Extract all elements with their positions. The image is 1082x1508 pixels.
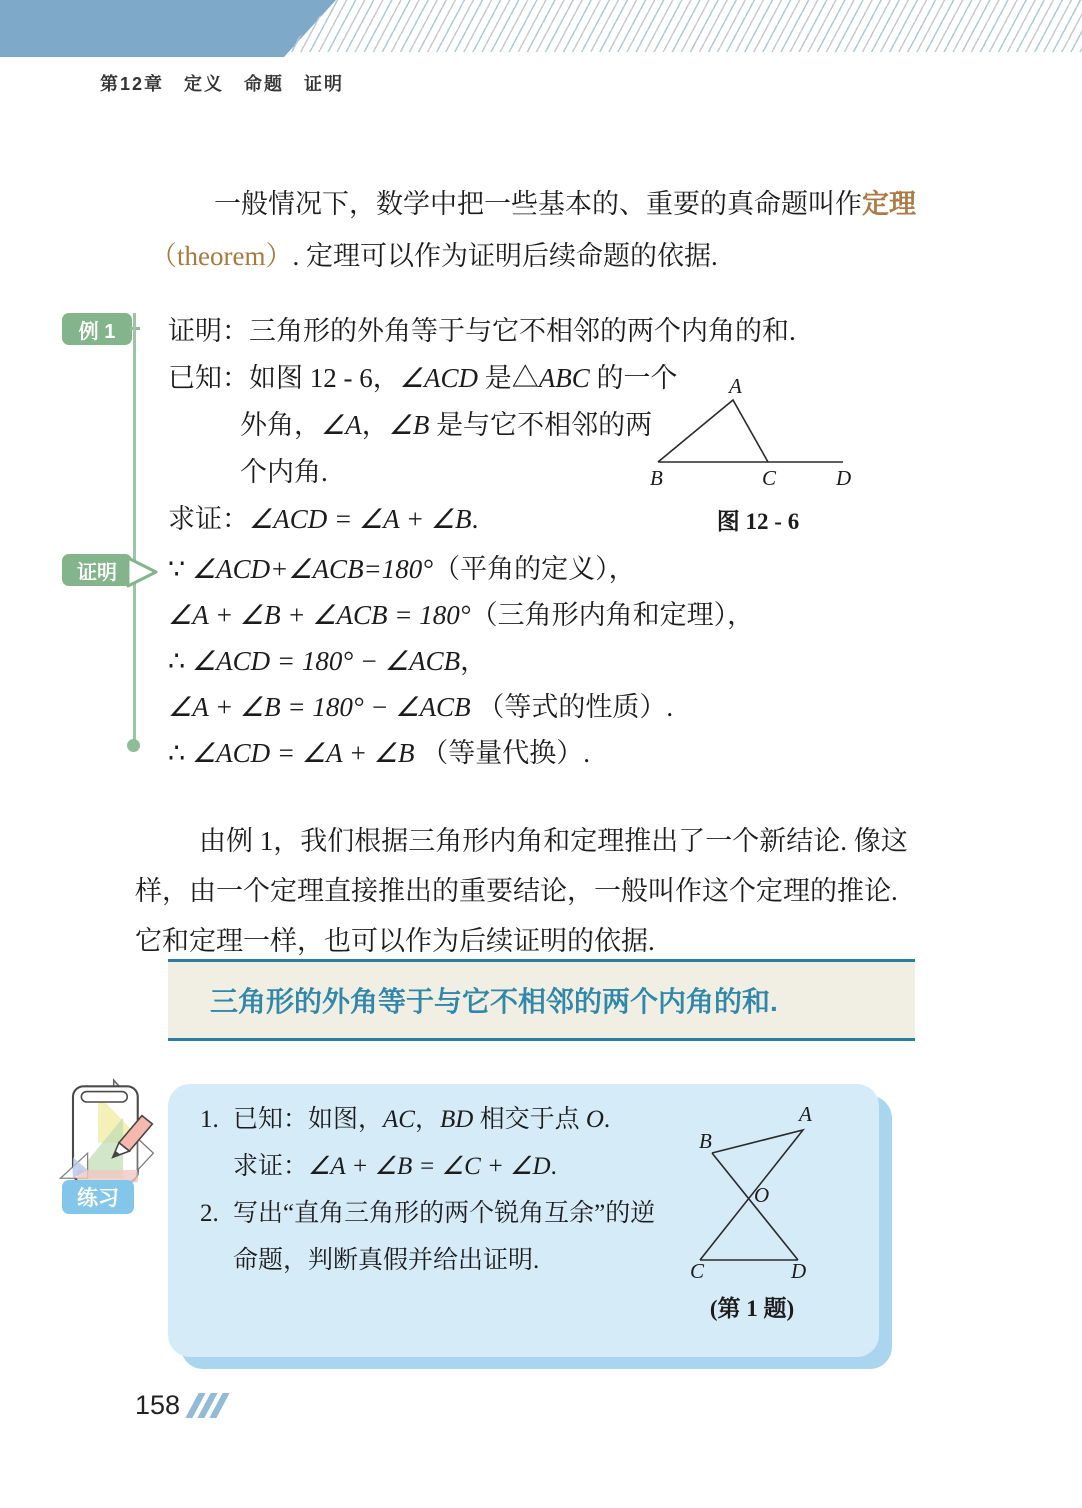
header-hatch-pattern (284, 0, 1082, 52)
proof-line-1: ∵ ∠ACD+∠ACB=180°（平角的定义）， (168, 554, 636, 584)
corollary-line-1: 由例 1，我们根据三角形内角和定理推出了一个新结论. 像这 (199, 826, 908, 856)
page-number: 158 (135, 1390, 181, 1420)
exercise-item-2-number: 2. (200, 1200, 219, 1227)
intro-line-2: （theorem）. 定理可以作为证明后续命题的依据. (150, 241, 718, 271)
figure126-label-A: A (729, 378, 742, 398)
exercise-figure-label-C: C (690, 1259, 705, 1283)
exercise-figure-caption: (第 1 题) (709, 1296, 795, 1321)
intro-line-1: 一般情况下，数学中把一些基本的、重要的真命题叫作定理 (214, 189, 916, 219)
exercise-figure-label-O: O (754, 1183, 770, 1207)
header-blue-banner (0, 0, 336, 57)
theorem-highlight-text: 三角形的外角等于与它不相邻的两个内角的和. (210, 986, 778, 1017)
figure126-label-D: D (836, 466, 852, 490)
example1-line-prove: 证明：三角形的外角等于与它不相邻的两个内角的和. (168, 316, 796, 346)
exercise-figure-label-B: B (699, 1129, 712, 1153)
figure126-label-B: B (650, 466, 663, 490)
exercise-item-1-line-1 (200, 1096, 680, 1143)
example1-line-seek: 求证：∠ACD = ∠A + ∠B. (168, 504, 479, 534)
proof-line-4: ∠A + ∠B = 180° − ∠ACB （等式的性质）. (168, 692, 674, 722)
figure-12-6-caption: 图 12 - 6 (716, 509, 800, 534)
page-number-slashes-icon (192, 1393, 228, 1418)
proof-line-5: ∴ ∠ACD = ∠A + ∠B （等量代换）. (168, 738, 590, 768)
exercise-item-1-line-2: 求证：∠A + ∠B = ∠C + ∠D. (233, 1153, 557, 1180)
exercise-item-2-line-2: 命题，判断真假并给出证明. (233, 1247, 540, 1274)
exercise-items (200, 1096, 680, 1284)
intro-paragraph (150, 178, 916, 282)
example1-line-given-1: 已知：如图 12 - 6，∠ACD 是△ABC 的一个 (168, 363, 678, 393)
proof-badge-arrow-icon (126, 555, 160, 589)
proof-body (168, 546, 928, 776)
exercise-item-2-text-1: 写出“直角三角形的两个锐角互余”的逆 (233, 1200, 656, 1227)
practice-badge: 练习 (62, 1180, 134, 1214)
corollary-paragraph (135, 816, 915, 966)
theorem-highlight-box (168, 959, 915, 1041)
exercise-figure-bowtie (678, 1098, 828, 1283)
example-rail-line (133, 313, 136, 745)
example-rail-end-dot (127, 739, 140, 752)
figure126-label-C: C (762, 466, 777, 490)
exercise-item-1-number: 1. (200, 1106, 219, 1133)
corollary-line-2: 样，由一个定理直接推出的重要结论，一般叫作这个定理的推论. (135, 876, 898, 906)
exercise-figure-label-D: D (791, 1259, 807, 1283)
page-footer (135, 1390, 228, 1421)
chapter-header: 第12章 定义 命题 证明 (100, 74, 345, 94)
proof-line-2: ∠A + ∠B + ∠ACB = 180°（三角形内角和定理）， (168, 600, 755, 630)
practice-notebook-icon (56, 1078, 161, 1196)
exercise-figure-label-A: A (799, 1102, 812, 1126)
bowtie-lines (700, 1130, 803, 1260)
corollary-line-3: 它和定理一样，也可以作为后续证明的依据. (135, 926, 655, 956)
example1-line-given-3: 个内角. (240, 457, 328, 487)
exercise-item-1-text-1: 已知：如图，AC，BD 相交于点 O. (233, 1106, 611, 1133)
triangle-lines (658, 400, 843, 462)
proof-line-3: ∴ ∠ACD = 180° − ∠ACB， (168, 646, 488, 676)
proof-badge: 证明 (62, 554, 132, 586)
example1-badge: 例 1 (62, 313, 132, 345)
exercise-item-2-line-1 (200, 1190, 680, 1237)
figure-12-6-triangle (638, 378, 928, 503)
example1-line-given-2: 外角，∠A，∠B 是与它不相邻的两 (240, 410, 653, 440)
